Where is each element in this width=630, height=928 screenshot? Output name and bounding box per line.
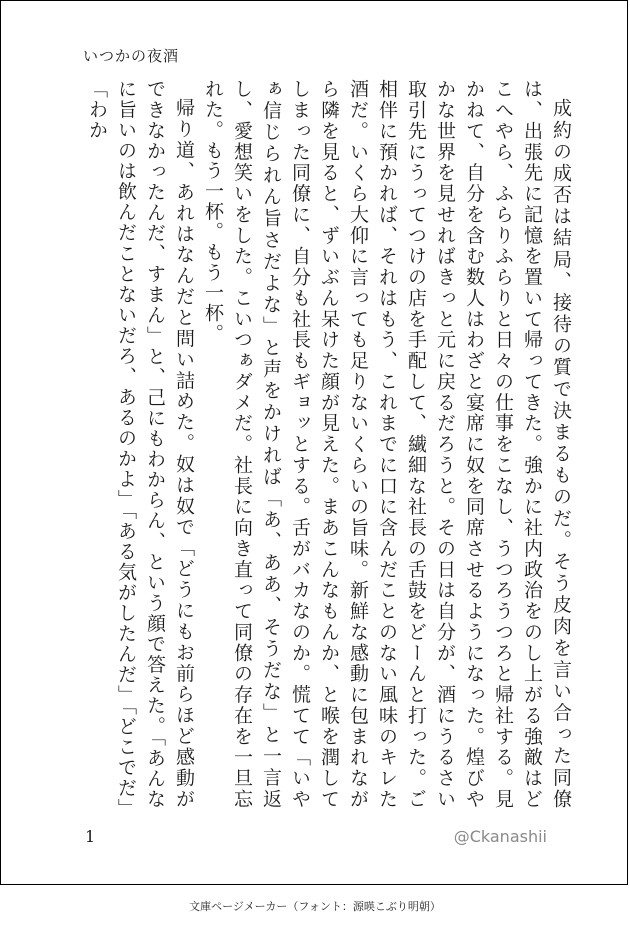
author-handle: @Ckanashii [453,827,547,846]
vertical-body-text [55,79,575,809]
generator-credit: 文庫ページメーカー（フォント：源暎こぶり明朝） [189,900,441,913]
story-title: いつかの夜酒 [83,47,180,65]
paragraph: 帰り道、あれはなんだと問い詰めた。奴は奴で「どうにもお前らほど感動ができなかったんだ、すまん」と、己にもわからん、という顔で答えた。「あんなに旨いのは飲んだことないだろ、あるのかよ」「ある気がしたんだ」「どこでだ」「わか [86,79,195,809]
page-number: 1 [85,827,96,846]
paragraph: 成約の成否は結局、接待の質で決まるものだ。そう皮肉を言い合った同僚は、出張先に記憶を置いて帰ってきた。強かに社内政治をのし上がる強敵はどこへやら、ふらりふらりと日々の仕事をこなし、うつろうつろと帰社する。見かねて、自分を含む数人はわざと宴席に奴を同席させるようになった。煌びやかな世界を見せればきっと元に戻るだろうと。その日は自分が、酒にうるさい取引先にうってつけの店を手配して、繊細な社長の舌鼓をどーんと打った。ご相伴に預かれば、それはもう、これまでに口に含んだことのない風味のキレた酒だ。いくら大仰に言っても足りないくらいの旨味。新鮮な感動に包まれながら隣を見ると、ずいぶん呆けた顔が見えた。まあこんなもんか、と喉を潤してしまった同僚に、自分も社長もギョッとする。舌がバカなのか。慌てて「いやぁ信じられん旨さだよな」と声をかければ「あ、ああ、そうだな」と一言返し、愛想笑いをした。こいつぁダメだ。社長に向き直って同僚の存在を一旦忘れた。もう一杯。もう一杯。 [202,79,572,809]
